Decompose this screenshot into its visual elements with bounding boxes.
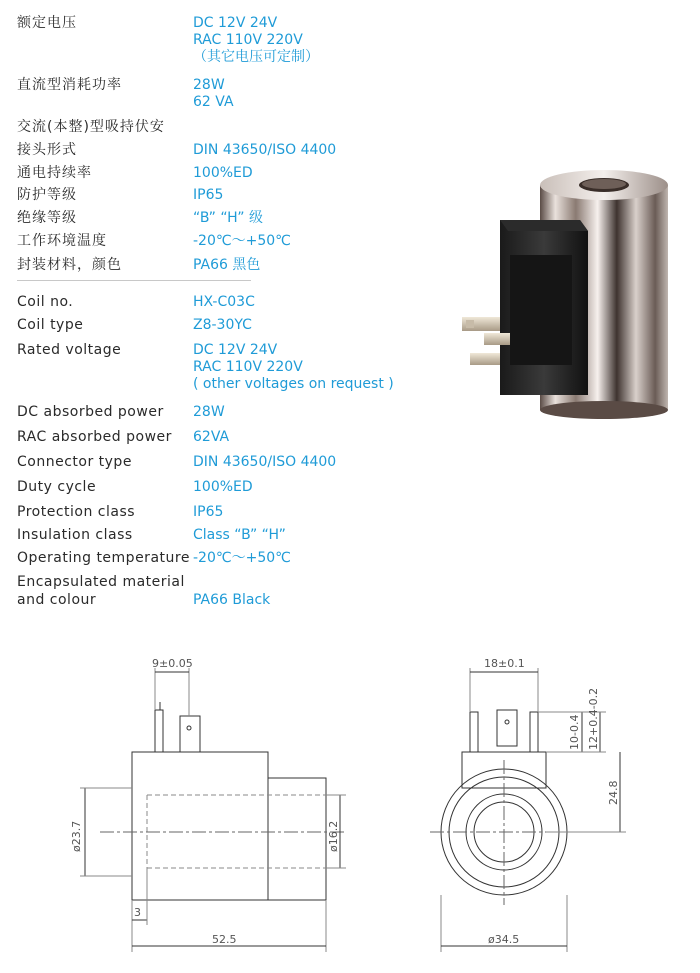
dim-pin-height-a: 10-0.4	[568, 714, 581, 750]
dim-body-diameter: ø34.5	[488, 933, 520, 946]
spec-value-line: 100%ED	[193, 479, 253, 495]
dim-pin-spacing: 9±0.05	[152, 657, 193, 670]
spec-label-line2: and colour	[17, 592, 97, 608]
spec-label: Protection class	[17, 504, 136, 520]
spec-value	[193, 209, 263, 226]
spec-value	[193, 256, 260, 273]
spec-value	[193, 14, 319, 65]
section-divider	[17, 280, 251, 281]
spec-value	[193, 403, 225, 420]
spec-value-line: IP65	[193, 187, 224, 203]
spec-value-line: DIN 43650/ISO 4400	[193, 142, 337, 158]
spec-value-line: Class “B” “H”	[193, 527, 286, 543]
dim-height: 24.8	[607, 780, 620, 805]
spec-value-line: （其它电压可定制）	[193, 49, 319, 65]
spec-value-line: -20℃～+50℃	[193, 550, 291, 566]
dim-length: 52.5	[212, 933, 237, 946]
spec-label: 通电持续率	[17, 165, 92, 181]
spec-value-line: Z8-30YC	[193, 317, 252, 333]
spec-label: 额定电压	[17, 15, 77, 31]
spec-value	[193, 341, 394, 392]
spec-value-line: PA66 黑色	[193, 257, 261, 273]
spec-label: DC absorbed power	[17, 404, 164, 420]
spec-label: Duty cycle	[17, 479, 97, 495]
spec-value-line: HX-C03C	[193, 294, 255, 310]
spec-value	[193, 232, 291, 249]
spec-value-line: ( other voltages on request )	[193, 376, 394, 392]
spec-label: 封装材料，颜色	[17, 257, 122, 273]
spec-label: Operating temperature	[17, 550, 190, 566]
spec-value-line: RAC 110V 220V	[193, 359, 303, 375]
spec-value-line: 28W	[193, 77, 225, 93]
spec-value-line: DC 12V 24V	[193, 342, 278, 358]
spec-value	[193, 453, 336, 470]
dim-outer-diameter: ø23.7	[70, 820, 83, 852]
dimension-drawings	[0, 640, 700, 973]
coil-photo	[462, 165, 700, 425]
spec-value	[193, 549, 291, 566]
spec-value	[193, 141, 336, 158]
spec-value	[193, 526, 286, 543]
spec-value-line: 62VA	[193, 429, 230, 445]
spec-label: 交流(本整)型吸持伏安	[17, 119, 165, 135]
dim-pin-height-b: 12+0.4-0.2	[587, 687, 600, 750]
spec-value-line: 100%ED	[193, 165, 253, 181]
spec-label: Connector type	[17, 454, 132, 470]
spec-value	[193, 316, 252, 333]
spec-value	[193, 591, 270, 608]
spec-label: RAC absorbed power	[17, 429, 172, 445]
spec-label: Rated voltage	[17, 342, 122, 358]
spec-value-line: RAC 110V 220V	[193, 32, 303, 48]
spec-value-line: 62 VA	[193, 94, 234, 110]
spec-label: Coil type	[17, 317, 84, 333]
spec-value-line: DIN 43650/ISO 4400	[193, 454, 337, 470]
spec-value	[193, 186, 223, 203]
spec-label: Insulation class	[17, 527, 133, 543]
spec-label: 直流型消耗功率	[17, 77, 122, 93]
spec-value-line: IP65	[193, 504, 224, 520]
spec-value	[193, 478, 253, 495]
spec-label: Coil no.	[17, 294, 74, 310]
spec-label: 接头形式	[17, 142, 77, 158]
spec-value-line: “B” “H” 级	[193, 210, 263, 226]
spec-label: 防护等级	[17, 187, 77, 203]
spec-value	[193, 503, 223, 520]
spec-value	[193, 164, 253, 181]
spec-value	[193, 293, 255, 310]
dim-inner-diameter: ø16.2	[327, 820, 340, 852]
spec-value-line: -20℃～+50℃	[193, 233, 291, 249]
dim-offset: 3	[134, 906, 141, 919]
spec-value-line: DC 12V 24V	[193, 15, 278, 31]
spec-value	[193, 428, 229, 445]
spec-label: 绝缘等级	[17, 210, 77, 226]
dim-top-width: 18±0.1	[484, 657, 525, 670]
spec-value-line: PA66 Black	[193, 592, 271, 608]
spec-label: 工作环境温度	[17, 233, 107, 249]
spec-value-line: 28W	[193, 404, 225, 420]
spec-value	[193, 76, 234, 110]
spec-label: Encapsulated material	[17, 574, 185, 590]
